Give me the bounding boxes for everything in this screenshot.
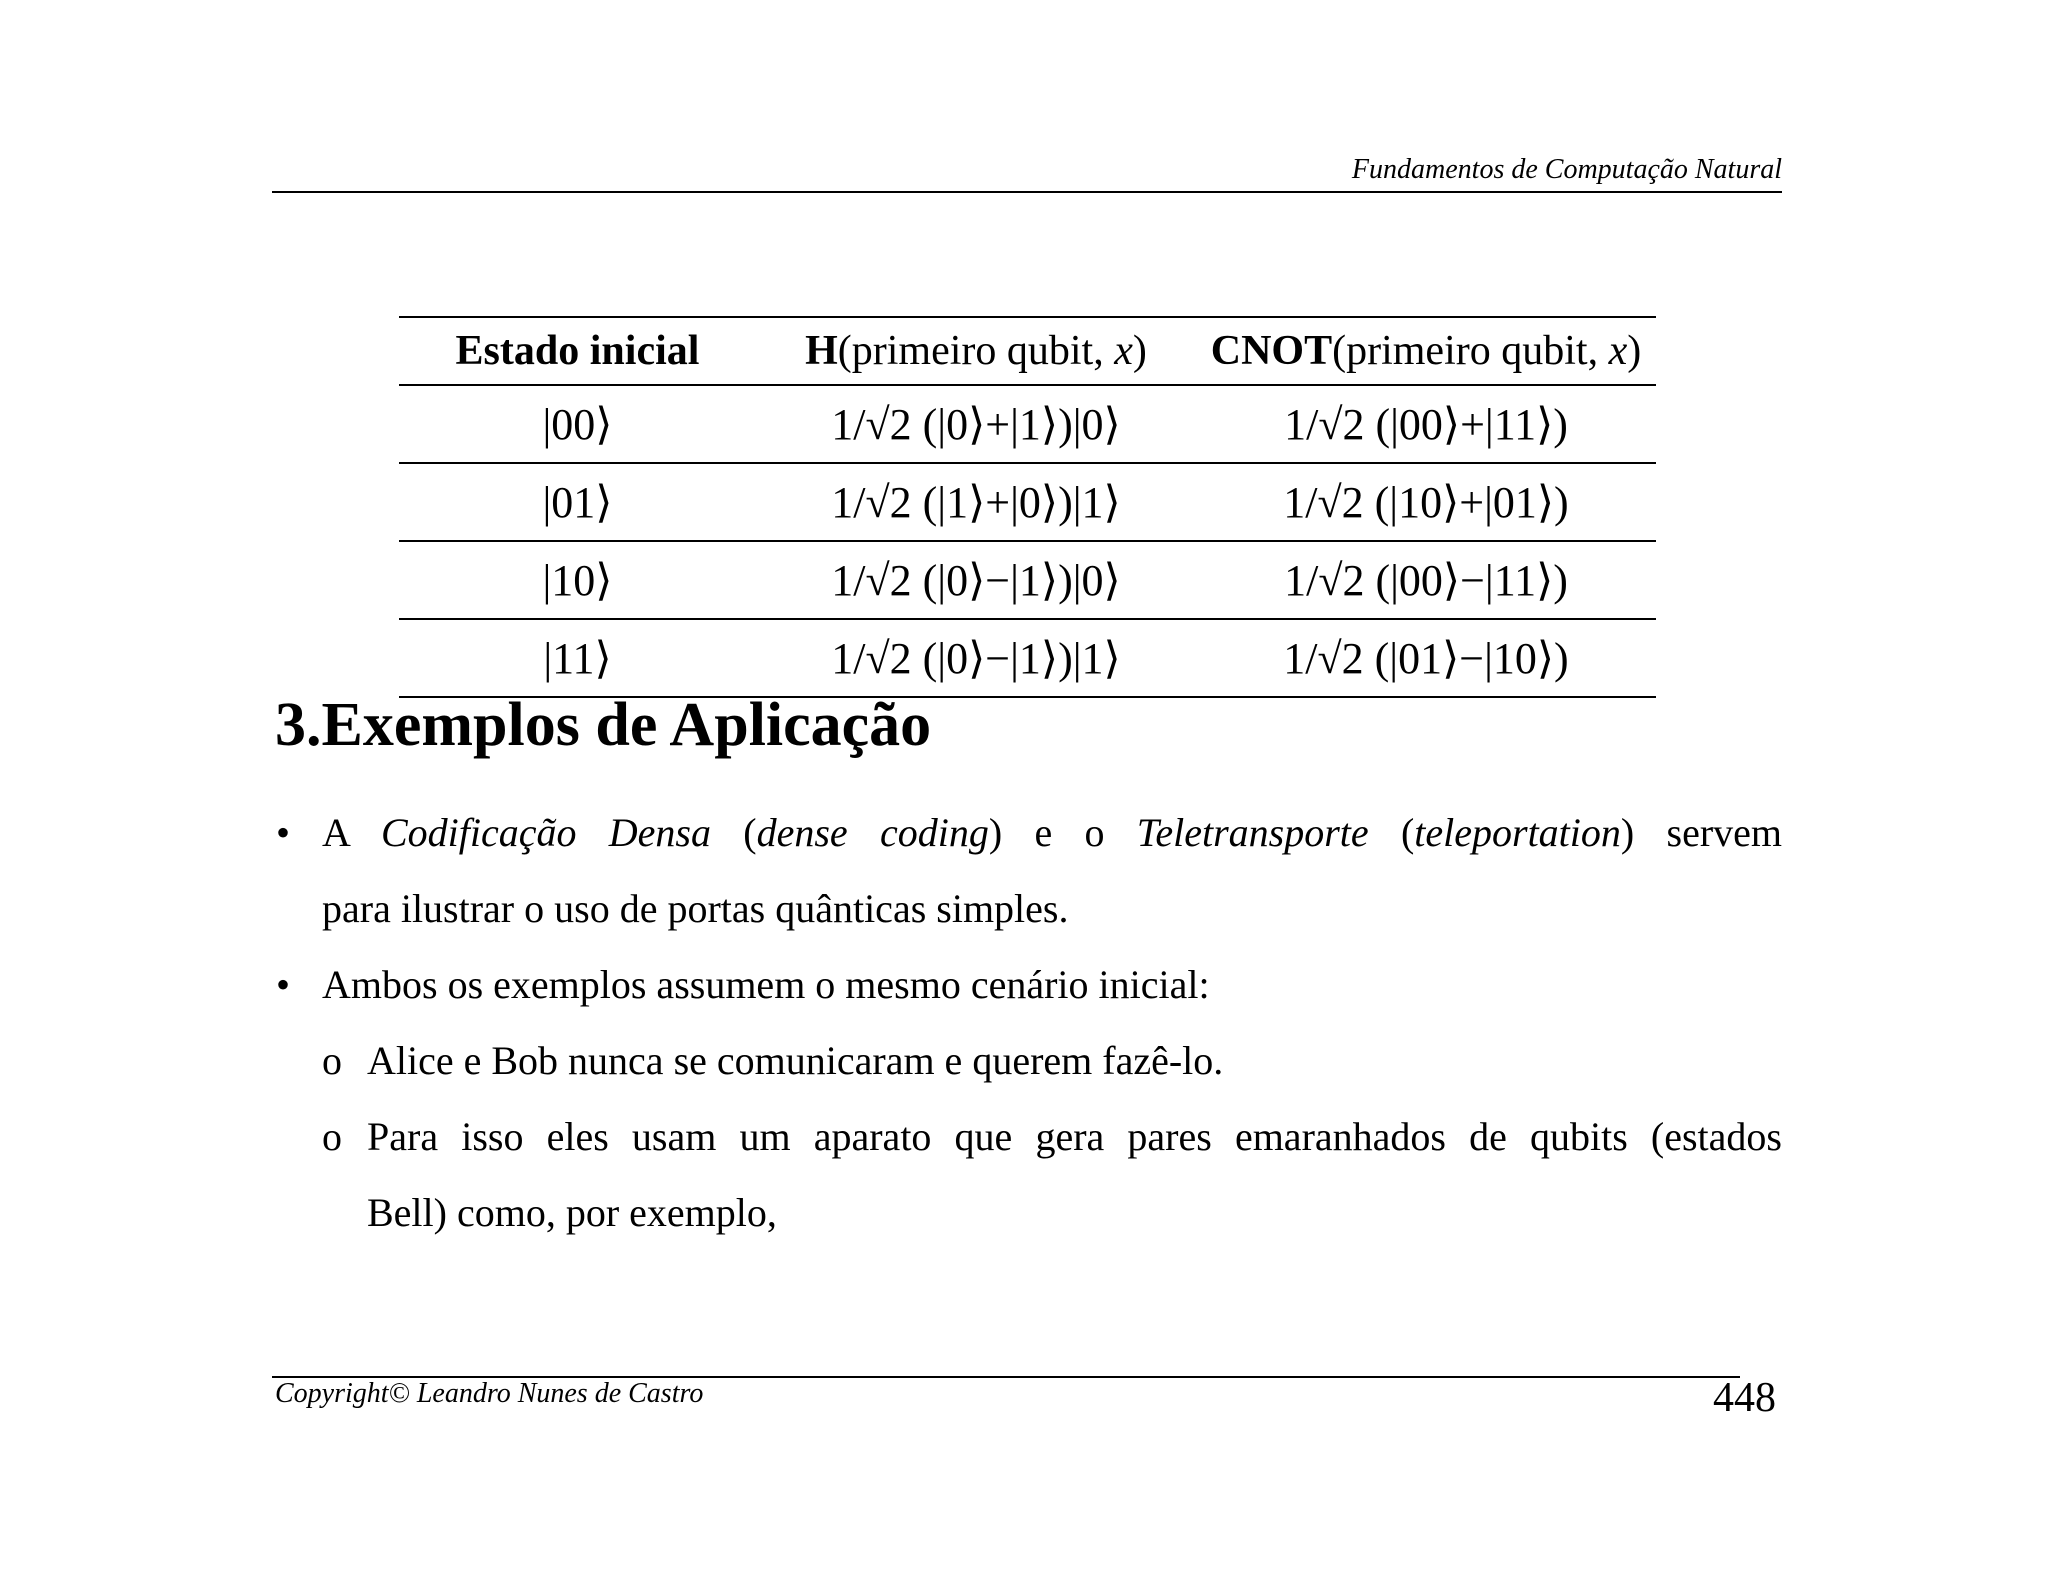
sub-bullet-line: Alice e Bob nunca se comunicaram e querem fazê-lo. bbox=[367, 1038, 1224, 1083]
page-number: 448 bbox=[1713, 1375, 1776, 1421]
bullet-line: para ilustrar o uso de portas quânticas simples. bbox=[322, 886, 1069, 931]
hadamard-result-cell: 1/√2 (|0⟩−|1⟩)|1⟩ bbox=[756, 619, 1196, 697]
hadamard-result-cell: 1/√2 (|1⟩+|0⟩)|1⟩ bbox=[756, 463, 1196, 541]
bullet-item bbox=[272, 795, 1782, 947]
text-run: ( bbox=[711, 810, 757, 855]
header-hadamard-gate: H bbox=[805, 328, 838, 374]
header-hadamard-text: (primeiro qubit, bbox=[837, 328, 1115, 374]
term-dense-coding-en: dense coding bbox=[756, 810, 989, 855]
sub-bullet-line: Para isso eles usam um aparato que gera pares emaranhados de qubits (estados bbox=[367, 1114, 1782, 1159]
header-rule bbox=[272, 191, 1782, 193]
header-hadamard-var: x bbox=[1114, 328, 1133, 374]
term-teleport-pt: Teletransporte bbox=[1136, 810, 1369, 855]
term-dense-coding-pt: Codificação Densa bbox=[380, 810, 711, 855]
sub-bullet-item bbox=[272, 1023, 1782, 1099]
text-run: ) servem bbox=[1620, 810, 1783, 855]
section-number: 3. bbox=[275, 691, 322, 759]
sub-bullet-marker: o bbox=[322, 1114, 342, 1159]
header-cnot-text: (primeiro qubit, bbox=[1332, 328, 1609, 374]
header-cnot-gate: CNOT bbox=[1210, 328, 1333, 374]
table-header-row bbox=[399, 317, 1656, 385]
cnot-result-cell: 1/√2 (|10⟩+|01⟩) bbox=[1196, 463, 1656, 541]
cnot-result-cell: 1/√2 (|00⟩−|11⟩) bbox=[1196, 541, 1656, 619]
bullet-line bbox=[322, 795, 1782, 871]
bullet-line: Ambos os exemplos assumem o mesmo cenário inicial: bbox=[322, 962, 1210, 1007]
sub-bullet-line: Bell) como, por exemplo, bbox=[367, 1190, 777, 1235]
section-title: Exemplos de Aplicação bbox=[321, 691, 932, 759]
header-cnot bbox=[1196, 317, 1656, 385]
header-hadamard-close: ) bbox=[1132, 328, 1147, 374]
table-row bbox=[399, 541, 1656, 619]
gate-table-container bbox=[399, 316, 1656, 698]
table-row bbox=[399, 619, 1656, 697]
header-hadamard bbox=[756, 317, 1196, 385]
copyright-notice: Copyright© Leandro Nunes de Castro bbox=[275, 1378, 704, 1409]
initial-state-cell: |10⟩ bbox=[399, 541, 756, 619]
bullet-item bbox=[272, 947, 1782, 1023]
text-run: ( bbox=[1368, 810, 1415, 855]
running-header-title: Fundamentos de Computação Natural bbox=[1351, 154, 1782, 185]
body-text bbox=[272, 795, 1782, 1251]
hadamard-result-cell: 1/√2 (|0⟩+|1⟩)|0⟩ bbox=[756, 385, 1196, 463]
text-run: A bbox=[322, 810, 381, 855]
table-row bbox=[399, 463, 1656, 541]
gate-table bbox=[399, 316, 1656, 698]
cnot-result-cell: 1/√2 (|00⟩+|11⟩) bbox=[1196, 385, 1656, 463]
hadamard-result-cell: 1/√2 (|0⟩−|1⟩)|0⟩ bbox=[756, 541, 1196, 619]
header-initial-state-label: Estado inicial bbox=[455, 328, 700, 374]
sub-bullet-marker: o bbox=[322, 1038, 342, 1083]
table-row bbox=[399, 385, 1656, 463]
header-cnot-var: x bbox=[1608, 328, 1628, 374]
initial-state-cell: |00⟩ bbox=[399, 385, 756, 463]
initial-state-cell: |01⟩ bbox=[399, 463, 756, 541]
header-cnot-close: ) bbox=[1627, 328, 1642, 374]
header-initial-state bbox=[399, 317, 756, 385]
cnot-result-cell: 1/√2 (|01⟩−|10⟩) bbox=[1196, 619, 1656, 697]
initial-state-cell: |11⟩ bbox=[399, 619, 756, 697]
bullet-marker: • bbox=[276, 810, 291, 855]
section-heading bbox=[275, 690, 931, 761]
bullet-marker: • bbox=[276, 962, 291, 1007]
text-run: ) e o bbox=[988, 810, 1137, 855]
term-teleport-en: teleportation bbox=[1414, 810, 1621, 855]
sub-bullet-item bbox=[272, 1099, 1782, 1251]
